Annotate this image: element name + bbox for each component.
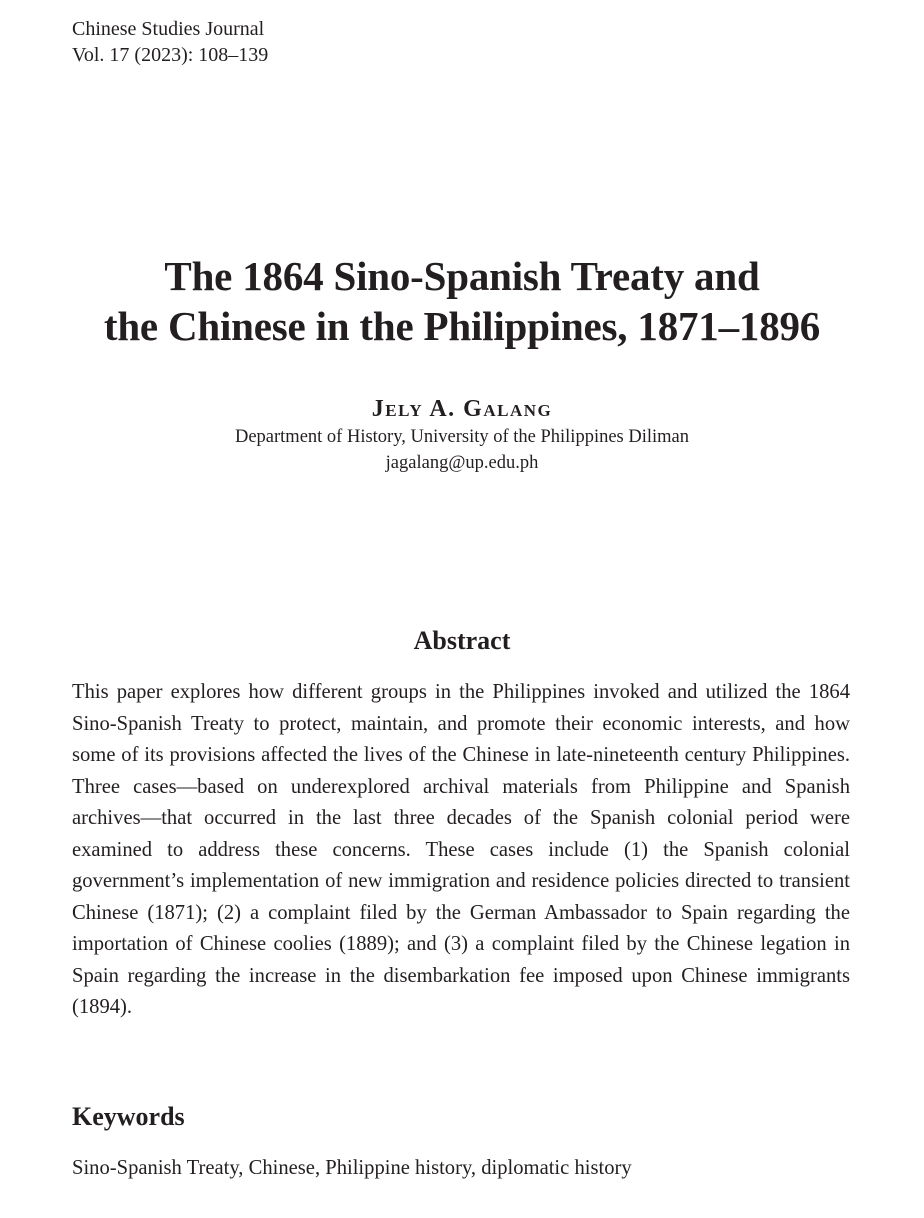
article-title-line-1: The 1864 Sino-Spanish Treaty and [164, 253, 760, 299]
journal-volume: Vol. 17 (2023): 108–139 [72, 44, 269, 66]
abstract-heading: Abstract [413, 626, 511, 655]
keywords-text: Sino-Spanish Treaty, Chinese, Philippine history, diplomatic history [72, 1157, 632, 1179]
journal-name: Chinese Studies Journal [72, 18, 265, 40]
author-block [0, 394, 924, 476]
article-title-line-2: the Chinese in the Philippines, 1871–1896 [103, 303, 821, 349]
journal-header [72, 16, 268, 68]
author-email: jagalang@up.edu.ph [385, 453, 539, 473]
article-title [40, 251, 884, 351]
author-affiliation: Department of History, University of the Philippines Diliman [234, 427, 690, 447]
author-name: Jely A. Galang [371, 396, 553, 422]
abstract-text: This paper explores how different groups in the Philippines invoked and utilized the 1864 Sino-Spanish Treaty to protect, maintain, and promote their economic interests, and how some of its provisions affected the lives of the Chinese in late-nineteenth century Philippines. Three cases—based on underexplored archival materials from Philippine and Spanish archives—that occurred in the last three decades of the Spanish colonial period were examined to address these concerns. These cases include (1) the Spanish colonial government’s implementation of new immigration and residence policies directed to transient Chinese (1871); (2) a complaint filed by the German Ambassador to Spain regarding the importation of Chinese coolies (1889); and (3) a complaint filed by the Chinese legation in Spain regarding the increase in the disembarkation fee imposed upon Chinese immigrants (1894). [72, 681, 850, 1018]
keywords-heading: Keywords [72, 1102, 185, 1131]
